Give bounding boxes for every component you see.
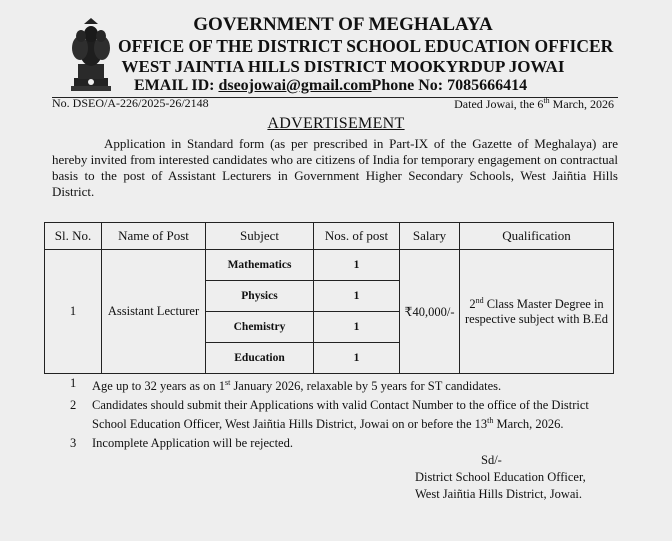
intro-paragraph: Application in Standard form (as per prescribed in Part-IX of the Gazette of Meghalaya) are hereby invited from interested candidates who are citizens of India for temporary engagement on contractual basis to the post of Assistant Lecturers in Government Higher Secondary Schools, West Jaiñtia Hills District. <box>52 136 618 199</box>
col-subject: Subject <box>206 223 314 250</box>
signature-sd: Sd/- <box>481 453 502 467</box>
cell-salary: ₹40,000/- <box>400 250 460 374</box>
dated-line: Dated Jowai, the 6th March, 2026 <box>454 96 614 111</box>
cell-subject: Mathematics <box>206 250 314 281</box>
cell-nos: 1 <box>314 312 400 343</box>
cell-subject: Chemistry <box>206 312 314 343</box>
col-salary: Salary <box>400 223 460 250</box>
reference-number: No. DSEO/A-226/2025-26/2148 <box>52 96 209 110</box>
cell-subject: Physics <box>206 281 314 312</box>
header-government: GOVERNMENT OF MEGHALAYA <box>193 14 493 35</box>
cell-subject: Education <box>206 343 314 374</box>
col-nos-of-post: Nos. of post <box>314 223 400 250</box>
list-item: 3 Incomplete Application will be rejected. <box>70 436 293 451</box>
email-link[interactable]: dseojowai@gmail.com <box>218 77 372 94</box>
header-office: OFFICE OF THE DISTRICT SCHOOL EDUCATION OFFICER <box>118 36 614 56</box>
col-sl-no: Sl. No. <box>45 223 102 250</box>
signatory-title: District School Education Officer, <box>415 470 586 484</box>
signature-block <box>415 452 586 503</box>
posts-table <box>44 222 614 374</box>
phone-number: Phone No: 7085666414 <box>371 77 528 94</box>
cell-sl: 1 <box>45 250 102 374</box>
notes-list <box>70 375 620 454</box>
col-name-of-post: Name of Post <box>102 223 206 250</box>
header-contact <box>134 77 527 95</box>
state-emblem-icon <box>66 14 116 94</box>
page-title: ADVERTISEMENT <box>267 115 405 132</box>
header-district: WEST JAINTIA HILLS DISTRICT MOOKYRDUP JOWAI <box>121 57 565 76</box>
cell-nos: 1 <box>314 343 400 374</box>
col-qualification: Qualification <box>460 223 614 250</box>
cell-post: Assistant Lecturer <box>102 250 206 374</box>
cell-nos: 1 <box>314 281 400 312</box>
signatory-office: West Jaiñtia Hills District, Jowai. <box>415 487 583 501</box>
cell-nos: 1 <box>314 250 400 281</box>
table-row <box>45 250 614 281</box>
email-label: EMAIL ID: <box>134 77 219 94</box>
cell-qualification: 2nd Class Master Degree in respective subject with B.Ed <box>460 250 614 374</box>
table-header-row <box>45 223 614 250</box>
list-item: 2 Candidates should submit their Applications with valid Contact Number to the office of the District School Education Officer, West Jaiñtia Hills District, Jowai on or before the 13th March, 2026. <box>70 398 589 432</box>
list-item: 1 Age up to 32 years as on 1st January 2026, relaxable by 5 years for ST candidates. <box>70 376 502 394</box>
